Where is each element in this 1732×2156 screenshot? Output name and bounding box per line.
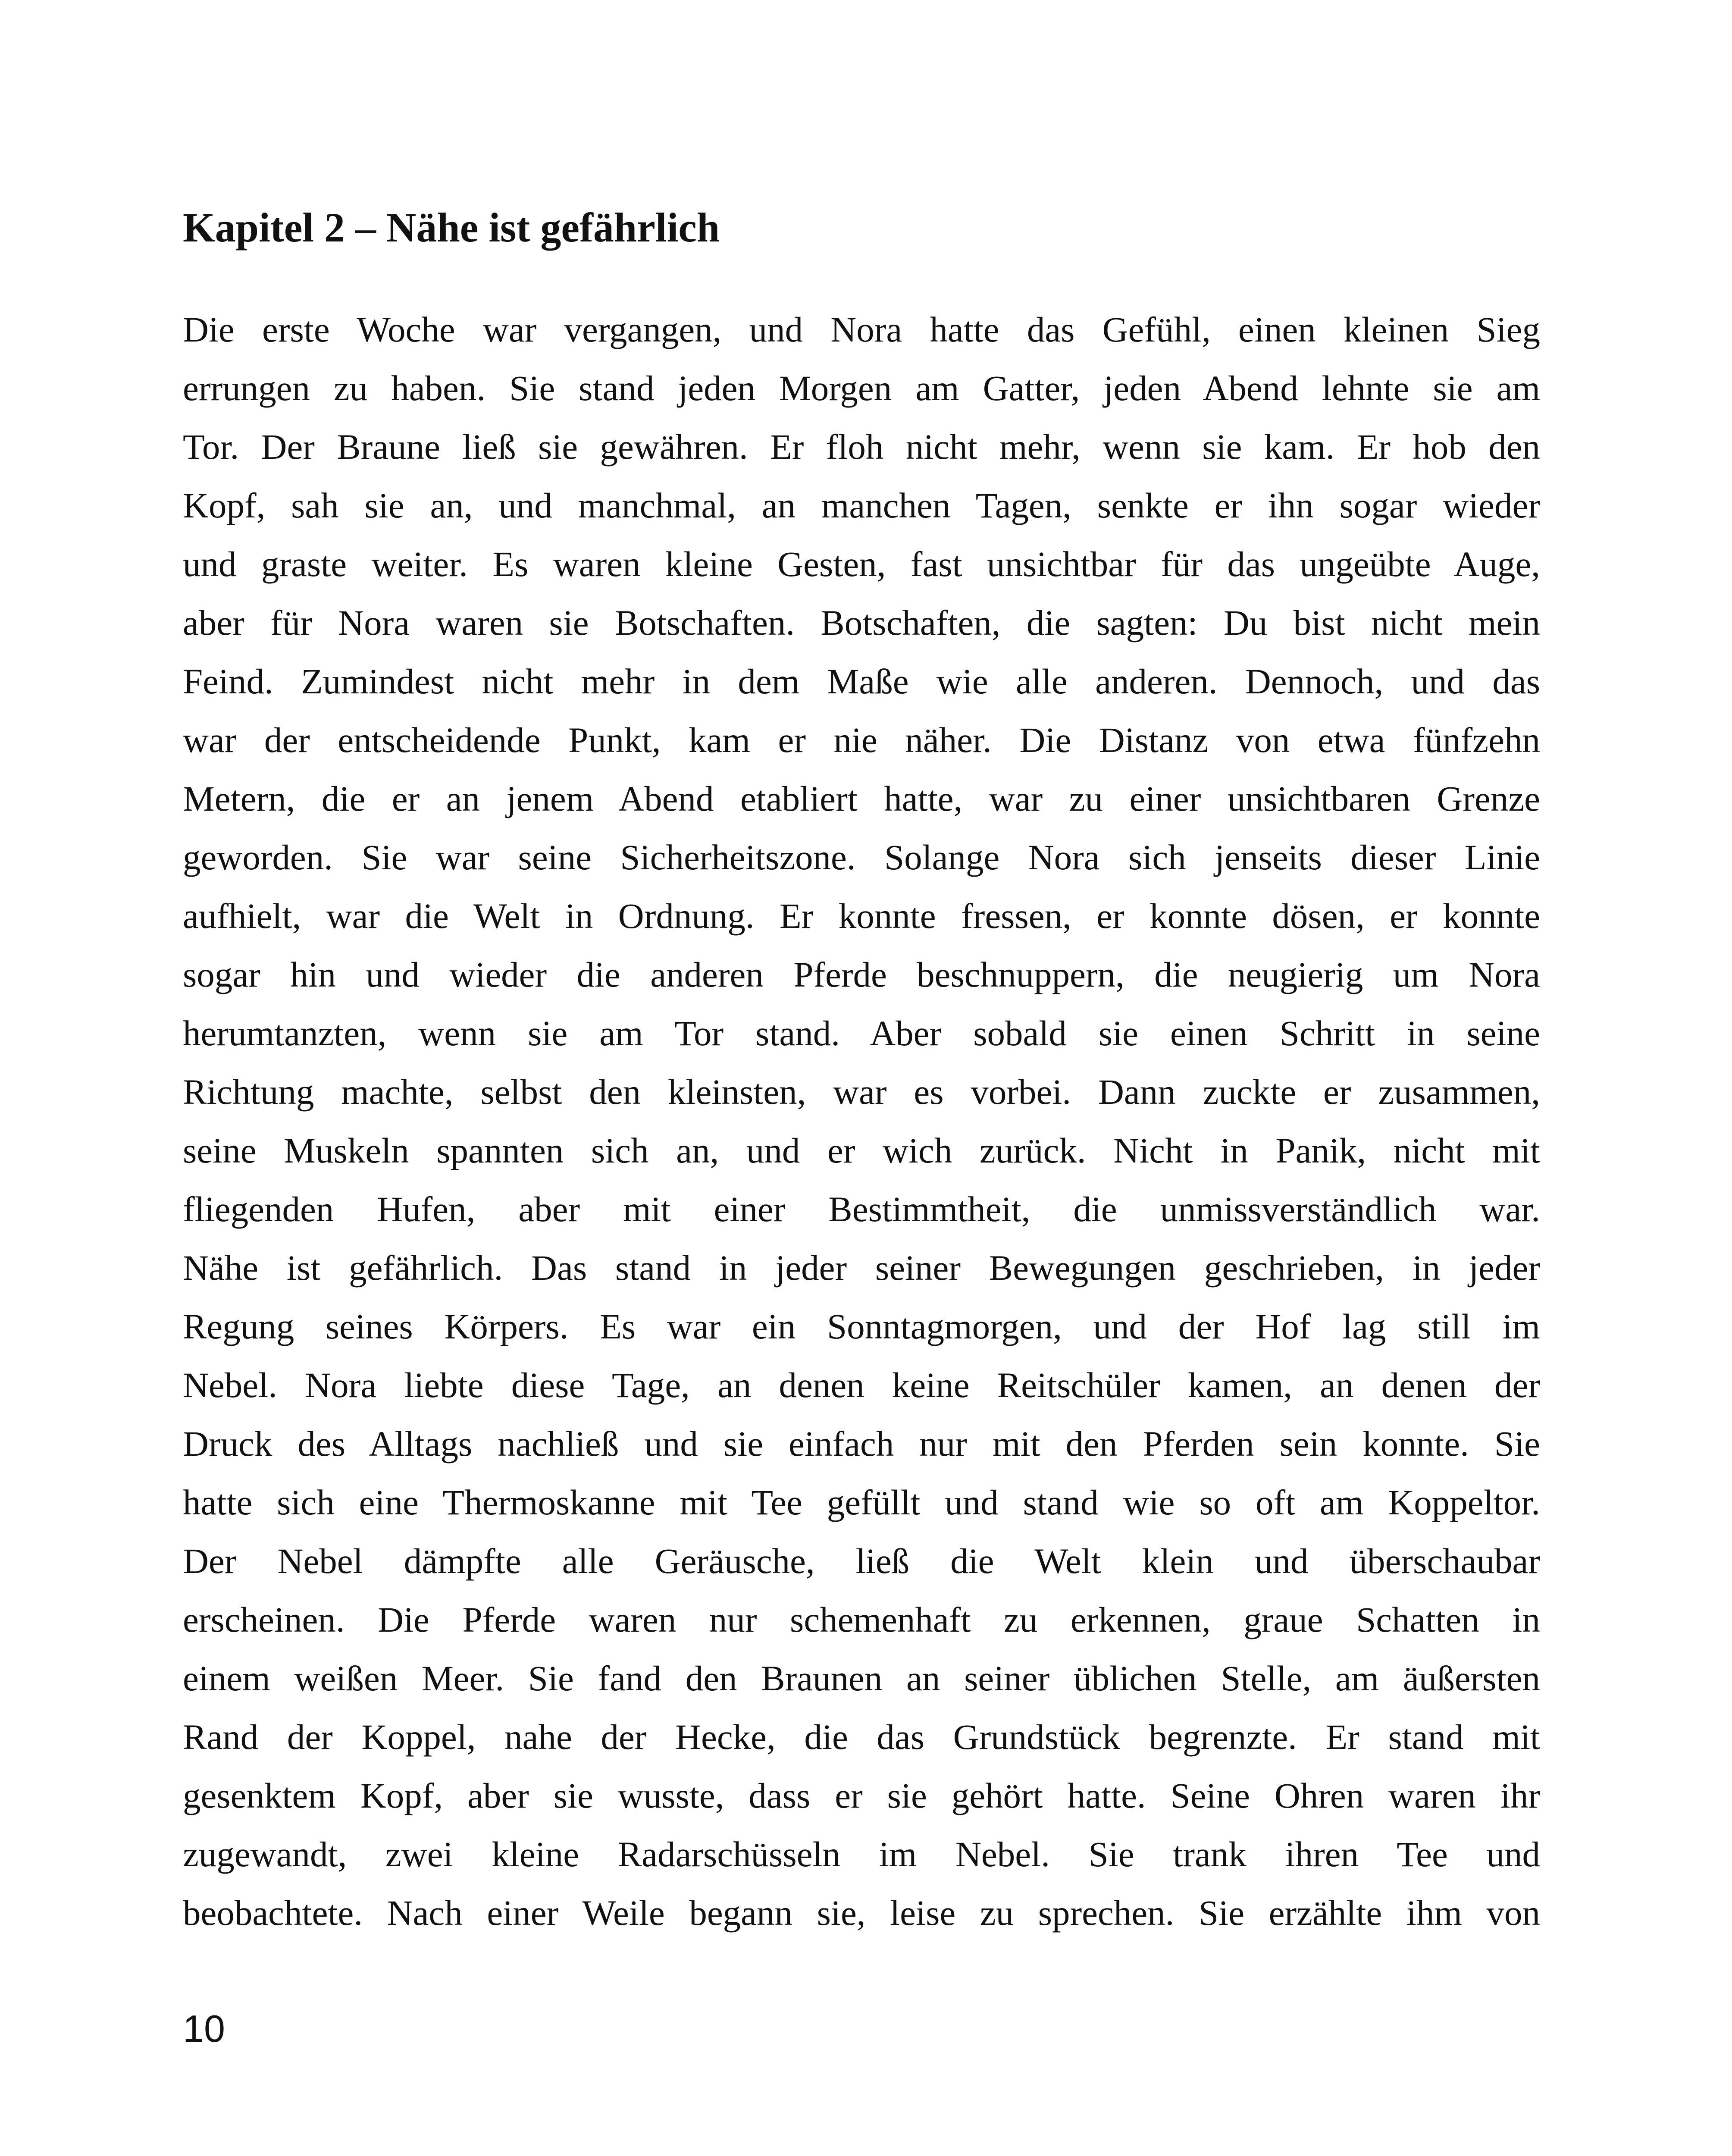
text-line: fliegenden Hufen, aber mit einer Bestimmtheit, die unmissverständlich war. [183, 1189, 1540, 1229]
text-line: einem weißen Meer. Sie fand den Braunen an seiner üblichen Stelle, am äußersten [183, 1658, 1540, 1698]
text-line: erscheinen. Die Pferde waren nur schemenhaft zu erkennen, graue Schatten in [183, 1600, 1540, 1639]
text-line: Nebel. Nora liebte diese Tage, an denen keine Reitschüler kamen, an denen der [183, 1365, 1540, 1405]
text-line: Kopf, sah sie an, und manchmal, an manchen Tagen, senkte er ihn sogar wieder [183, 486, 1540, 525]
text-line: beobachtete. Nach einer Weile begann sie, leise zu sprechen. Sie erzählte ihm von [183, 1893, 1540, 1933]
text-line: Druck des Alltags nachließ und sie einfach nur mit den Pferden sein konnte. Sie [183, 1424, 1540, 1463]
text-line: Der Nebel dämpfte alle Geräusche, ließ die Welt klein und überschaubar [183, 1541, 1540, 1581]
text-line: gesenktem Kopf, aber sie wusste, dass er sie gehört hatte. Seine Ohren waren ihr [183, 1776, 1540, 1815]
chapter-title: Kapitel 2 – Nähe ist gefährlich [183, 204, 720, 251]
body-paragraph [183, 300, 1540, 1942]
text-line: und graste weiter. Es waren kleine Gesten, fast unsichtbar für das ungeübte Auge, [183, 544, 1540, 584]
page-number: 10 [183, 2007, 225, 2050]
text-line: geworden. Sie war seine Sicherheitszone. Solange Nora sich jenseits dieser Linie [183, 837, 1540, 877]
text-line: errungen zu haben. Sie stand jeden Morgen am Gatter, jeden Abend lehnte sie am [183, 368, 1540, 408]
text-line: Tor. Der Braune ließ sie gewähren. Er floh nicht mehr, wenn sie kam. Er hob den [183, 427, 1540, 467]
text-line: Rand der Koppel, nahe der Hecke, die das Grundstück begrenzte. Er stand mit [183, 1717, 1540, 1757]
text-line: hatte sich eine Thermoskanne mit Tee gefüllt und stand wie so oft am Koppeltor. [183, 1482, 1540, 1522]
text-line: Feind. Zumindest nicht mehr in dem Maße wie alle anderen. Dennoch, und das [183, 661, 1540, 701]
text-line: herumtanzten, wenn sie am Tor stand. Aber sobald sie einen Schritt in seine [183, 1013, 1540, 1053]
text-line: seine Muskeln spannten sich an, und er wich zurück. Nicht in Panik, nicht mit [183, 1131, 1540, 1170]
text-line: sogar hin und wieder die anderen Pferde beschnuppern, die neugierig um Nora [183, 955, 1540, 994]
text-line: Richtung machte, selbst den kleinsten, war es vorbei. Dann zuckte er zusammen, [183, 1072, 1540, 1112]
text-line: aufhielt, war die Welt in Ordnung. Er konnte fressen, er konnte dösen, er konnte [183, 896, 1540, 936]
text-line: zugewandt, zwei kleine Radarschüsseln im Nebel. Sie trank ihren Tee und [183, 1834, 1540, 1874]
text-line: Die erste Woche war vergangen, und Nora hatte das Gefühl, einen kleinen Sieg [183, 310, 1540, 349]
text-line: Nähe ist gefährlich. Das stand in jeder seiner Bewegungen geschrieben, in jeder [183, 1248, 1540, 1288]
text-line: war der entscheidende Punkt, kam er nie näher. Die Distanz von etwa fünfzehn [183, 720, 1540, 760]
text-line: aber für Nora waren sie Botschaften. Botschaften, die sagten: Du bist nicht mein [183, 603, 1540, 642]
text-line: Regung seines Körpers. Es war ein Sonntagmorgen, und der Hof lag still im [183, 1307, 1540, 1346]
text-line: Metern, die er an jenem Abend etabliert hatte, war zu einer unsichtbaren Grenze [183, 779, 1540, 818]
